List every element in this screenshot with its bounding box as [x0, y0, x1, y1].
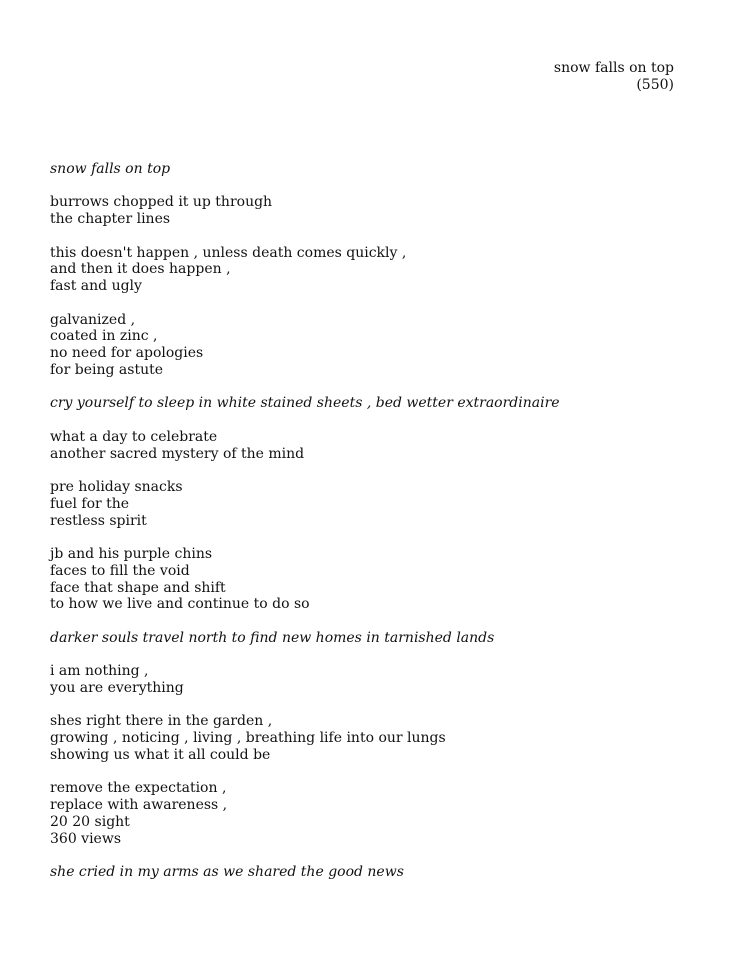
poem-line: growing , noticing , living , breathing life into our lungs [50, 730, 446, 747]
poem-line: showing us what it all could be [50, 746, 271, 763]
poem-line: no need for apologies [50, 345, 204, 362]
stanza [50, 479, 690, 529]
poem-line: burrows chopped it up through [50, 194, 273, 211]
poem-line: to how we live and continue to do so [50, 596, 310, 613]
poem-line: you are everything [50, 679, 184, 696]
stanza [50, 780, 690, 847]
poem-line: face that shape and shift [50, 579, 226, 596]
stanza [50, 194, 690, 228]
poem-line: darker souls travel north to find new homes in tarnished lands [50, 629, 495, 646]
poem-line: what a day to celebrate [50, 428, 218, 445]
italic-stanza [50, 630, 690, 647]
poem-line: another sacred mystery of the mind [50, 445, 305, 462]
poem-line: replace with awareness , [50, 797, 228, 814]
poem-line: galvanized , [50, 311, 136, 328]
poem-line: restless spirit [50, 512, 147, 529]
poem-line: faces to fill the void [50, 562, 190, 579]
poem-line: the chapter lines [50, 211, 171, 228]
italic-stanza [50, 864, 690, 881]
poem-line: 360 views [50, 830, 122, 847]
stanza [50, 312, 690, 379]
poem-line: jb and his purple chins [50, 545, 213, 562]
stanza [50, 245, 690, 295]
page-header [554, 60, 674, 94]
poem-line: 20 20 sight [50, 813, 130, 830]
poem-body [50, 161, 690, 897]
poem-line: she cried in my arms as we shared the good news [50, 864, 404, 881]
poem-line: this doesn't happen , unless death comes quickly , [50, 244, 407, 261]
stanza [50, 663, 690, 697]
italic-stanza [50, 395, 690, 412]
poem-line: remove the expectation , [50, 780, 227, 797]
poem-line: coated in zinc , [50, 328, 158, 345]
poem-line: shes right there in the garden , [50, 713, 273, 730]
stanza [50, 546, 690, 613]
header-number: (550) [636, 77, 674, 93]
poem-line: pre holiday snacks [50, 478, 183, 495]
poem-line: i am nothing , [50, 663, 149, 680]
poem-line: cry yourself to sleep in white stained sheets , bed wetter extraordinaire [50, 395, 560, 412]
header-title: snow falls on top [553, 60, 674, 76]
poem-line: snow falls on top [50, 161, 171, 177]
poem-line: and then it does happen , [50, 261, 231, 278]
italic-stanza [50, 161, 690, 178]
poem-line: fuel for the [50, 495, 130, 512]
poem-line: for being astute [50, 361, 163, 378]
stanza [50, 429, 690, 463]
poem-line: fast and ugly [50, 278, 142, 295]
stanza [50, 713, 690, 763]
